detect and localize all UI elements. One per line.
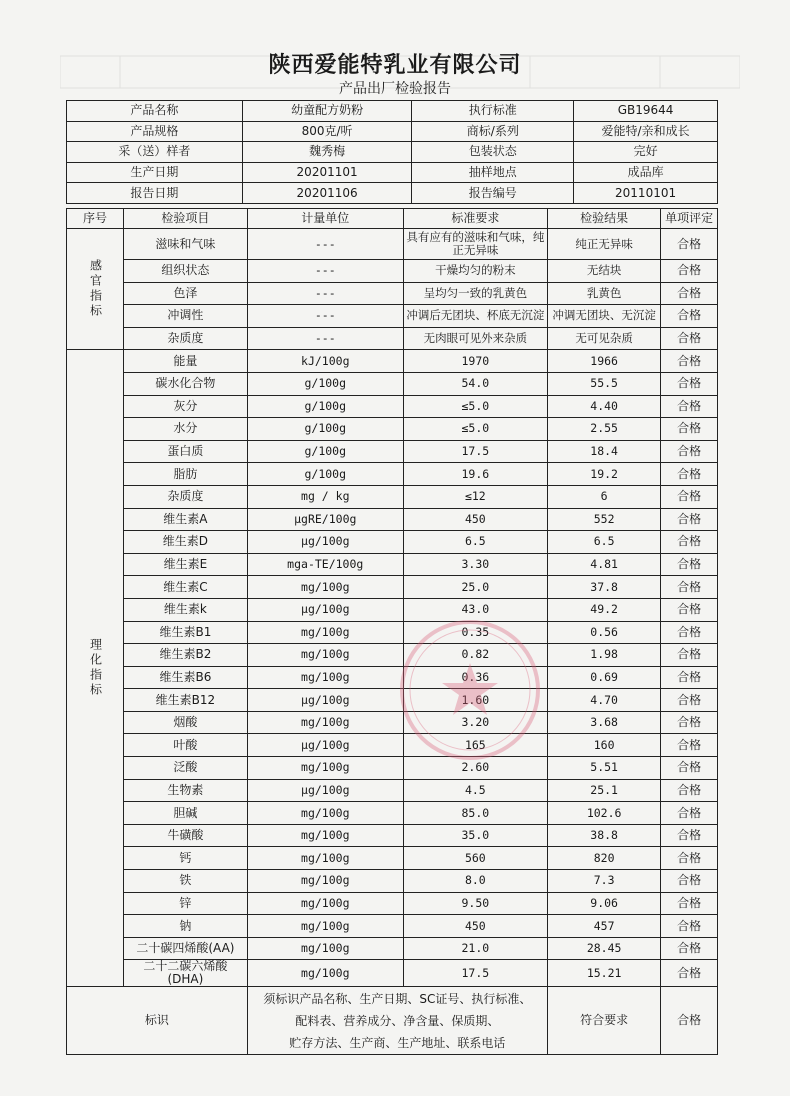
table-row — [67, 440, 718, 463]
test-result: 37.8 — [547, 576, 660, 599]
standard-requirement: 1.60 — [403, 689, 547, 712]
unit: mg/100g — [247, 576, 403, 599]
verdict: 合格 — [661, 779, 718, 802]
info-label: 抽样地点 — [412, 162, 574, 183]
verdict: 合格 — [661, 440, 718, 463]
inspection-table — [66, 208, 718, 1055]
verdict: 合格 — [661, 327, 718, 350]
verdict: 合格 — [661, 711, 718, 734]
item-name: 杂质度 — [124, 327, 248, 350]
unit: mg/100g — [247, 802, 403, 825]
standard-requirement: 1970 — [403, 350, 547, 373]
labeling-verdict: 合格 — [661, 987, 718, 1055]
verdict: 合格 — [661, 802, 718, 825]
standard-requirement: 0.35 — [403, 621, 547, 644]
verdict: 合格 — [661, 531, 718, 554]
test-result: 49.2 — [547, 598, 660, 621]
info-row — [67, 121, 718, 142]
info-label: 生产日期 — [67, 162, 243, 183]
unit: mg/100g — [247, 757, 403, 780]
item-name: 能量 — [124, 350, 248, 373]
standard-requirement: 3.20 — [403, 711, 547, 734]
test-result: 6 — [547, 485, 660, 508]
verdict: 合格 — [661, 395, 718, 418]
requirement-line: 配料表、营养成分、净含量、保质期、 — [295, 1013, 500, 1028]
item-name: 色泽 — [124, 282, 248, 305]
item-name: 灰分 — [124, 395, 248, 418]
test-result: 18.4 — [547, 440, 660, 463]
item-name: 钠 — [124, 915, 248, 938]
test-result: 3.68 — [547, 711, 660, 734]
table-row — [67, 960, 718, 987]
test-result: 4.70 — [547, 689, 660, 712]
table-row — [67, 870, 718, 893]
table-row — [67, 937, 718, 960]
table-row — [67, 508, 718, 531]
test-result: 552 — [547, 508, 660, 531]
column-header-item: 检验项目 — [124, 209, 248, 229]
standard-requirement: 21.0 — [403, 937, 547, 960]
unit: g/100g — [247, 372, 403, 395]
test-result: 4.81 — [547, 553, 660, 576]
table-row — [67, 395, 718, 418]
item-name: 杂质度 — [124, 485, 248, 508]
info-value: 魏秀梅 — [242, 142, 412, 163]
unit: μg/100g — [247, 734, 403, 757]
unit: μg/100g — [247, 531, 403, 554]
test-result: 2.55 — [547, 418, 660, 441]
unit: mga-TE/100g — [247, 553, 403, 576]
requirement-line: 贮存方法、生产商、生产地址、联系电话 — [289, 1035, 506, 1050]
item-name: 胆碱 — [124, 802, 248, 825]
unit: mg/100g — [247, 892, 403, 915]
unit: mg/100g — [247, 666, 403, 689]
test-result: 5.51 — [547, 757, 660, 780]
unit: g/100g — [247, 440, 403, 463]
table-row — [67, 418, 718, 441]
info-label: 采（送）样者 — [67, 142, 243, 163]
info-row — [67, 101, 718, 122]
verdict: 合格 — [661, 485, 718, 508]
unit: --- — [247, 282, 403, 305]
test-result: 55.5 — [547, 372, 660, 395]
standard-requirement: 9.50 — [403, 892, 547, 915]
report-title: 产品出厂检验报告 — [339, 81, 451, 97]
info-label: 包装状态 — [412, 142, 574, 163]
unit: --- — [247, 305, 403, 328]
table-row — [67, 915, 718, 938]
verdict: 合格 — [661, 260, 718, 283]
standard-requirement: ≤5.0 — [403, 395, 547, 418]
info-label: 报告编号 — [412, 183, 574, 204]
standard-requirement: 450 — [403, 915, 547, 938]
verdict: 合格 — [661, 689, 718, 712]
table-row-labeling — [67, 987, 718, 1055]
table-row — [67, 734, 718, 757]
item-name: 冲调性 — [124, 305, 248, 328]
unit: μg/100g — [247, 598, 403, 621]
item-name: 脂肪 — [124, 463, 248, 486]
table-row — [67, 779, 718, 802]
verdict: 合格 — [661, 598, 718, 621]
table-row — [67, 553, 718, 576]
info-label: 执行标准 — [412, 101, 574, 122]
verdict: 合格 — [661, 576, 718, 599]
unit: kJ/100g — [247, 350, 403, 373]
unit: mg / kg — [247, 485, 403, 508]
table-row — [67, 350, 718, 373]
item-name: 维生素B2 — [124, 644, 248, 667]
item-name: 泛酸 — [124, 757, 248, 780]
table-row — [67, 282, 718, 305]
standard-requirement: ≤5.0 — [403, 418, 547, 441]
item-name: 组织状态 — [124, 260, 248, 283]
verdict: 合格 — [661, 372, 718, 395]
table-row — [67, 666, 718, 689]
table-row — [67, 621, 718, 644]
requirement-line: 须标识产品名称、生产日期、SC证号、执行标准、 — [263, 991, 532, 1006]
info-label: 商标/系列 — [412, 121, 574, 142]
item-name: 维生素E — [124, 553, 248, 576]
test-result: 19.2 — [547, 463, 660, 486]
test-result: 无结块 — [547, 260, 660, 283]
item-name: 维生素k — [124, 598, 248, 621]
standard-requirement: 4.5 — [403, 779, 547, 802]
test-result: 160 — [547, 734, 660, 757]
test-result: 15.21 — [547, 960, 660, 987]
table-row — [67, 260, 718, 283]
standard-requirement: 6.5 — [403, 531, 547, 554]
column-header-index: 序号 — [67, 209, 124, 229]
verdict: 合格 — [661, 418, 718, 441]
info-value: 20110101 — [574, 183, 718, 204]
unit: mg/100g — [247, 915, 403, 938]
item-name: 维生素C — [124, 576, 248, 599]
table-row — [67, 229, 718, 260]
test-result: 0.69 — [547, 666, 660, 689]
verdict: 合格 — [661, 960, 718, 987]
unit: --- — [247, 260, 403, 283]
unit: mg/100g — [247, 847, 403, 870]
standard-requirement: 呈均匀一致的乳黄色 — [403, 282, 547, 305]
unit: mg/100g — [247, 870, 403, 893]
test-result: 7.3 — [547, 870, 660, 893]
item-name: 维生素B12 — [124, 689, 248, 712]
standard-requirement: 无肉眼可见外来杂质 — [403, 327, 547, 350]
standard-requirement: 85.0 — [403, 802, 547, 825]
info-value: GB19644 — [574, 101, 718, 122]
info-value: 爱能特/亲和成长 — [574, 121, 718, 142]
table-row — [67, 824, 718, 847]
verdict: 合格 — [661, 915, 718, 938]
info-label: 产品规格 — [67, 121, 243, 142]
standard-requirement: 19.6 — [403, 463, 547, 486]
item-name: 钙 — [124, 847, 248, 870]
column-header-verdict: 单项评定 — [661, 209, 718, 229]
unit: g/100g — [247, 418, 403, 441]
table-row — [67, 892, 718, 915]
info-value: 20201101 — [242, 162, 412, 183]
info-value: 800克/听 — [242, 121, 412, 142]
standard-requirement: 54.0 — [403, 372, 547, 395]
unit: --- — [247, 327, 403, 350]
test-result: 38.8 — [547, 824, 660, 847]
group-label-sensory: 感官指标 — [67, 229, 124, 350]
verdict: 合格 — [661, 892, 718, 915]
table-row — [67, 644, 718, 667]
test-result: 6.5 — [547, 531, 660, 554]
standard-requirement: 35.0 — [403, 824, 547, 847]
column-header-unit: 计量单位 — [247, 209, 403, 229]
item-name: 牛磺酸 — [124, 824, 248, 847]
item-name: 锌 — [124, 892, 248, 915]
standard-requirement: 17.5 — [403, 960, 547, 987]
verdict: 合格 — [661, 847, 718, 870]
standard-requirement: ≤12 — [403, 485, 547, 508]
standard-requirement: 25.0 — [403, 576, 547, 599]
info-value: 20201106 — [242, 183, 412, 204]
item-name: 蛋白质 — [124, 440, 248, 463]
product-info-table — [66, 100, 718, 204]
unit: g/100g — [247, 463, 403, 486]
standard-requirement: 165 — [403, 734, 547, 757]
verdict: 合格 — [661, 282, 718, 305]
unit: mg/100g — [247, 960, 403, 987]
verdict: 合格 — [661, 621, 718, 644]
company-name: 陕西爱能特乳业有限公司 — [268, 53, 522, 78]
table-row — [67, 689, 718, 712]
test-result: 纯正无异味 — [547, 229, 660, 260]
unit: g/100g — [247, 395, 403, 418]
unit: mg/100g — [247, 621, 403, 644]
standard-requirement: 560 — [403, 847, 547, 870]
info-value: 完好 — [574, 142, 718, 163]
info-value: 幼童配方奶粉 — [242, 101, 412, 122]
standard-requirement: 0.82 — [403, 644, 547, 667]
table-row — [67, 711, 718, 734]
item-name: 二十碳四烯酸(AA) — [124, 937, 248, 960]
standard-requirement: 干燥均匀的粉末 — [403, 260, 547, 283]
verdict: 合格 — [661, 229, 718, 260]
column-header-result: 检验结果 — [547, 209, 660, 229]
item-name: 碳水化合物 — [124, 372, 248, 395]
table-row — [67, 485, 718, 508]
table-row — [67, 305, 718, 328]
standard-requirement: 0.36 — [403, 666, 547, 689]
unit: μg/100g — [247, 779, 403, 802]
test-result: 1966 — [547, 350, 660, 373]
labeling-result: 符合要求 — [547, 987, 660, 1055]
item-name: 滋味和气味 — [124, 229, 248, 260]
standard-requirement: 17.5 — [403, 440, 547, 463]
unit: mg/100g — [247, 824, 403, 847]
verdict: 合格 — [661, 870, 718, 893]
unit: mg/100g — [247, 644, 403, 667]
item-name: 二十二碳六烯酸(DHA) — [124, 960, 248, 987]
test-result: 102.6 — [547, 802, 660, 825]
verdict: 合格 — [661, 463, 718, 486]
table-row — [67, 757, 718, 780]
standard-requirement: 冲调后无团块、杯底无沉淀 — [403, 305, 547, 328]
test-result: 0.56 — [547, 621, 660, 644]
column-header-standard: 标准要求 — [403, 209, 547, 229]
test-result: 无可见杂质 — [547, 327, 660, 350]
standard-requirement: 43.0 — [403, 598, 547, 621]
test-result: 4.40 — [547, 395, 660, 418]
unit: μgRE/100g — [247, 508, 403, 531]
group-label-physchem: 理化指标 — [67, 350, 124, 987]
test-result: 冲调无团块、无沉淀 — [547, 305, 660, 328]
test-result: 25.1 — [547, 779, 660, 802]
verdict: 合格 — [661, 666, 718, 689]
info-value: 成品库 — [574, 162, 718, 183]
standard-requirement: 8.0 — [403, 870, 547, 893]
labeling-requirement — [247, 987, 547, 1055]
unit: mg/100g — [247, 937, 403, 960]
item-name-labeling: 标识 — [67, 987, 248, 1055]
test-result: 457 — [547, 915, 660, 938]
test-result: 1.98 — [547, 644, 660, 667]
verdict: 合格 — [661, 757, 718, 780]
test-result: 9.06 — [547, 892, 660, 915]
item-name: 叶酸 — [124, 734, 248, 757]
info-row — [67, 142, 718, 163]
item-name: 生物素 — [124, 779, 248, 802]
table-row — [67, 802, 718, 825]
table-row — [67, 576, 718, 599]
table-row — [67, 598, 718, 621]
verdict: 合格 — [661, 350, 718, 373]
unit: mg/100g — [247, 711, 403, 734]
item-name: 烟酸 — [124, 711, 248, 734]
table-row — [67, 463, 718, 486]
table-header-row — [67, 209, 718, 229]
verdict: 合格 — [661, 305, 718, 328]
standard-requirement: 450 — [403, 508, 547, 531]
table-row — [67, 847, 718, 870]
info-row — [67, 162, 718, 183]
info-label: 报告日期 — [67, 183, 243, 204]
verdict: 合格 — [661, 824, 718, 847]
item-name: 维生素B1 — [124, 621, 248, 644]
item-name: 维生素D — [124, 531, 248, 554]
unit: --- — [247, 229, 403, 260]
test-result: 乳黄色 — [547, 282, 660, 305]
test-result: 28.45 — [547, 937, 660, 960]
verdict: 合格 — [661, 508, 718, 531]
item-name: 维生素A — [124, 508, 248, 531]
standard-requirement: 具有应有的滋味和气味，纯正无异味 — [403, 229, 547, 260]
item-name: 水分 — [124, 418, 248, 441]
verdict: 合格 — [661, 937, 718, 960]
table-row — [67, 372, 718, 395]
item-name: 铁 — [124, 870, 248, 893]
table-row — [67, 327, 718, 350]
test-result: 820 — [547, 847, 660, 870]
table-row — [67, 531, 718, 554]
standard-requirement: 3.30 — [403, 553, 547, 576]
item-name: 维生素B6 — [124, 666, 248, 689]
unit: μg/100g — [247, 689, 403, 712]
standard-requirement: 2.60 — [403, 757, 547, 780]
verdict: 合格 — [661, 553, 718, 576]
info-row — [67, 183, 718, 204]
info-label: 产品名称 — [67, 101, 243, 122]
verdict: 合格 — [661, 734, 718, 757]
verdict: 合格 — [661, 644, 718, 667]
